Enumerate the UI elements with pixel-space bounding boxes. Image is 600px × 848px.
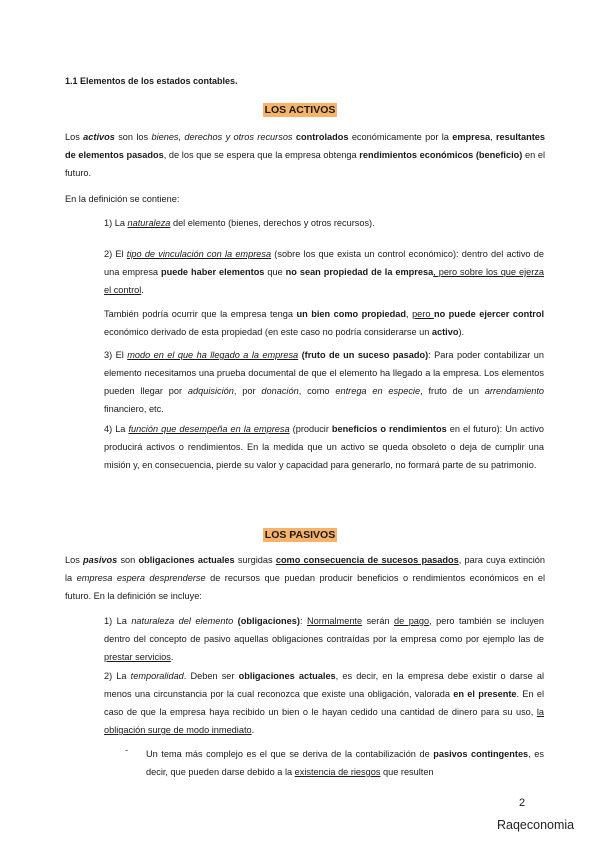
- text-run: son los: [114, 132, 152, 142]
- text-run: serán: [362, 616, 395, 626]
- text-run: en el futuro): Un activo producirá activos o rendimientos. En la medida que un activo se queda obsoleto o deja de cumplir una misión y, en consecuencia, pierde su valor y capacidad para generarlo, no formará parte de su patrimonio.: [104, 424, 545, 470]
- text-run: .: [141, 285, 144, 295]
- text-run: naturaleza: [127, 218, 171, 228]
- text-run: pasivos contingentes: [433, 749, 529, 759]
- text-run: prestar servicios: [104, 652, 171, 662]
- text-run: ).: [458, 327, 465, 337]
- text-run: Normalmente: [306, 616, 363, 626]
- activos-item-2-note: [104, 305, 544, 341]
- text-run: un bien como propiedad: [296, 309, 407, 319]
- text-run: obligaciones actuales: [138, 555, 235, 565]
- text-run: pasivos: [83, 555, 118, 565]
- text-run: (obligaciones): [237, 616, 300, 626]
- activos-item-3: [104, 346, 544, 418]
- text-run: de recursos que puedan producir beneficios o rendimientos económicos en el futuro. En la definición se incluye:: [65, 573, 545, 601]
- text-run: puede haber elementos: [160, 267, 265, 277]
- text-run: , para cuya extinción la: [65, 555, 545, 583]
- text-run: Un tema más complejo es el que se deriva de la contabilización de: [146, 749, 434, 759]
- text-run: (sobre los que exista un control económico): dentro del activo de una empresa: [104, 249, 544, 277]
- text-run: función que desempeña en la empresa: [128, 424, 290, 434]
- text-run: empresa: [452, 132, 491, 142]
- text-run: , es decir, en la empresa debe existir o darse al menos una circunstancia por la cual reconozca que existe una obligación, valorada: [104, 671, 545, 699]
- text-run: donación: [261, 386, 299, 396]
- text-run: entrega en especie: [335, 386, 421, 396]
- text-run: beneficios o rendimientos: [331, 424, 447, 434]
- heading-activos: LOS ACTIVOS: [264, 104, 336, 116]
- pasivos-item-1: [104, 612, 544, 666]
- text-run: naturaleza del elemento: [131, 616, 234, 626]
- text-run: modo en el que ha llegado a la empresa: [127, 350, 299, 360]
- text-run: obligaciones actuales: [238, 671, 336, 681]
- text-run: También podría ocurrir que la empresa tenga: [104, 309, 297, 319]
- text-run: , de los que se espera que la empresa obtenga: [163, 150, 360, 160]
- text-run: existencia de riesgos: [294, 767, 381, 777]
- text-run: activos: [83, 132, 115, 142]
- pasivos-intro: [65, 551, 545, 605]
- text-run: que: [264, 267, 286, 277]
- text-run: :: [299, 616, 307, 626]
- text-run: , por: [233, 386, 262, 396]
- text-run: .: [170, 652, 174, 662]
- text-run: resultantes de elementos pasados: [65, 132, 545, 160]
- section-title: 1.1 Elementos de los estados contables.: [65, 76, 238, 86]
- text-run: 1) La: [104, 616, 132, 626]
- text-run: , fruto de un: [420, 386, 485, 396]
- definition-intro: En la definición se contiene:: [65, 194, 180, 204]
- text-run: ,: [490, 132, 496, 142]
- text-run: , pero también se incluyen dentro del concepto de pasivo aquellas obligaciones contraídas por la empresa como por ejemplo las de: [104, 616, 545, 644]
- text-run: rendimientos económicos (beneficio): [359, 150, 523, 160]
- text-run: (fruto de un suceso pasado): [301, 350, 429, 360]
- text-run: ,: [406, 309, 413, 319]
- footer-brand: Raqeconomia: [497, 818, 575, 832]
- pasivos-item-2: [104, 667, 544, 739]
- page-number: 2: [519, 797, 526, 809]
- text-run: . En el caso de que la empresa haya recibido un bien o le hayan cedido una cantidad de dinero para su uso,: [104, 689, 544, 717]
- text-run: arrendamiento: [484, 386, 545, 396]
- text-run: Los: [65, 555, 84, 565]
- text-run: , como: [298, 386, 336, 396]
- activos-intro: [65, 128, 545, 182]
- text-run: en el presente: [453, 689, 517, 699]
- text-run: 4) La: [104, 424, 129, 434]
- text-run: no sean propiedad de la empresa: [285, 267, 434, 277]
- text-run: 3) El: [104, 350, 128, 360]
- text-run: .: [251, 725, 255, 735]
- text-run: del elemento (bienes, derechos y otros recursos).: [170, 218, 375, 228]
- bullet-marker: -: [125, 745, 129, 755]
- pasivos-bullet: [146, 745, 544, 781]
- text-run: de pago: [394, 616, 430, 626]
- text-run: son: [117, 555, 139, 565]
- text-run: , pero sobre los que ejerza el control: [104, 267, 544, 295]
- text-run: (producir: [289, 424, 332, 434]
- text-run: en el futuro.: [65, 150, 545, 178]
- text-run: 1) La: [104, 218, 128, 228]
- text-run: controlados: [295, 132, 349, 142]
- text-run: no puede ejercer control: [433, 309, 544, 319]
- activos-item-1: [104, 214, 544, 232]
- text-run: financiero, etc.: [104, 404, 164, 414]
- text-run: Los: [65, 132, 84, 142]
- text-run: surgidas: [234, 555, 276, 565]
- text-run: tipo de vinculación con la empresa: [126, 249, 272, 259]
- text-run: activo: [431, 327, 459, 337]
- text-run: bienes, derechos y otros recursos: [151, 132, 293, 142]
- text-run: 2) El: [104, 249, 127, 259]
- heading-pasivos: LOS PASIVOS: [264, 529, 336, 541]
- text-run: , es decir, que pueden darse debido a la: [146, 749, 544, 777]
- text-run: : Para poder contabilizar un elemento necesitamos una prueba documental de que el elemento ha llegado a la empresa. Los elementos pueden llegar por: [104, 350, 544, 396]
- text-run: como consecuencia de sucesos pasados: [275, 555, 459, 565]
- text-run: que resulten: [380, 767, 434, 777]
- text-run: pero: [412, 309, 434, 319]
- text-run: la obligación surge de modo inmediato: [104, 707, 544, 735]
- text-run: económicamente por la: [348, 132, 453, 142]
- text-run: adquisición: [187, 386, 234, 396]
- text-run: económico derivado de esta propiedad (en este caso no podría considerarse un: [104, 327, 432, 337]
- text-run: 2) La: [104, 671, 131, 681]
- activos-item-4: [104, 420, 544, 474]
- text-run: . Deben ser: [183, 671, 239, 681]
- text-run: empresa espera desprenderse: [76, 573, 206, 583]
- activos-item-2: [104, 245, 544, 299]
- text-run: temporalidad: [130, 671, 184, 681]
